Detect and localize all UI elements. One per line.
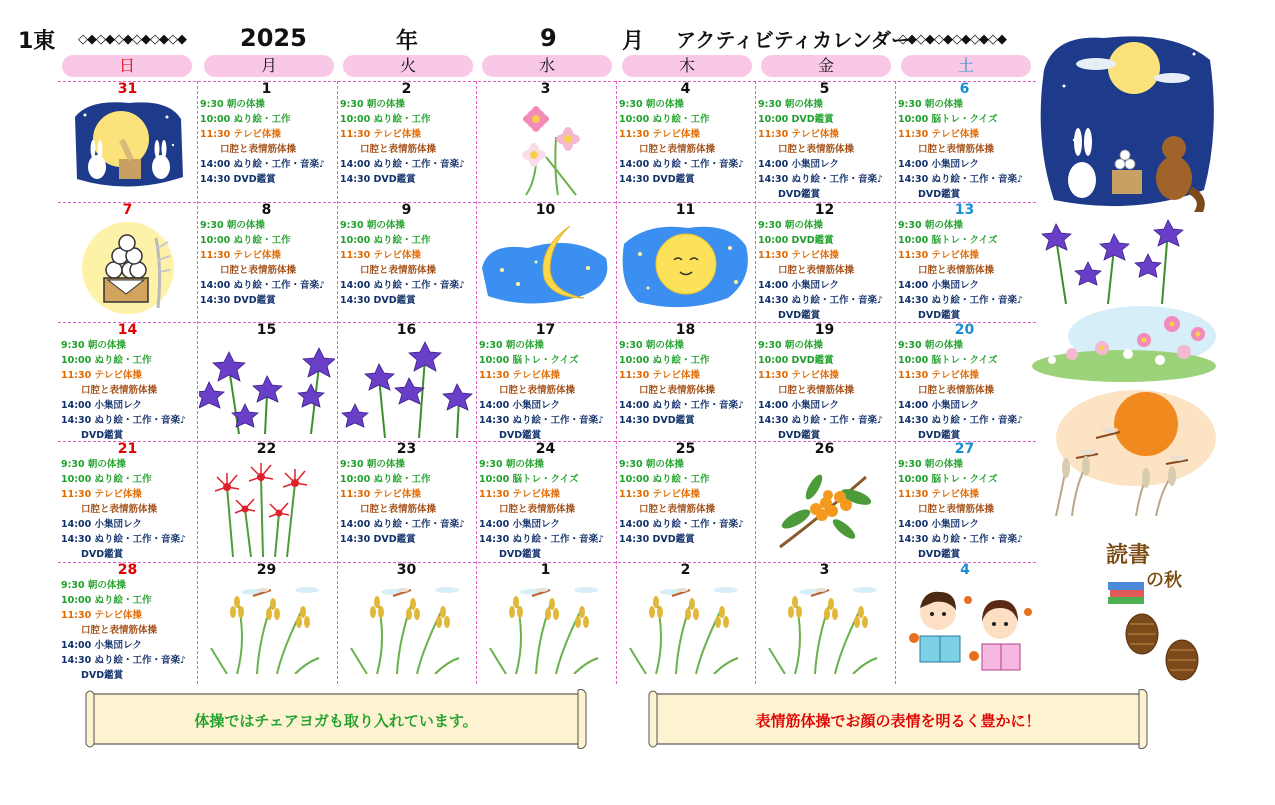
day-number: 9 — [401, 202, 412, 218]
event-item: 11:30 テレビ体操 — [619, 370, 700, 381]
rice-plant-illustration — [765, 578, 885, 674]
day-cell-28 — [58, 562, 197, 683]
day-cell-3 — [476, 81, 615, 197]
bellflower-illustration — [339, 338, 475, 438]
day-number: 15 — [256, 322, 277, 338]
event-item: 10:00 脳トレ・クイズ — [898, 235, 998, 246]
event-item: 14:30 ぬり絵・工作・音楽♪ — [61, 534, 187, 545]
event-item: DVD鑑賞 — [81, 549, 124, 560]
event-item: 14:00 小集団レク — [758, 280, 839, 291]
event-item: 10:00 脳トレ・クイズ — [898, 355, 998, 366]
reading-autumn-title — [1106, 538, 1150, 569]
event-item: 口腔と表情筋体操 — [918, 265, 995, 276]
osmanthus-illustration — [770, 457, 880, 553]
day-cell-7 — [58, 202, 197, 316]
event-item: 14:00 小集団レク — [61, 640, 142, 651]
event-item: 口腔と表情筋体操 — [360, 265, 437, 276]
day-number: 3 — [540, 81, 551, 97]
full-moon-illustration — [618, 218, 754, 310]
day-cell-31 — [58, 81, 197, 192]
event-item: 10:00 ぬり絵・工作 — [619, 474, 710, 485]
event-item: 9:30 朝の体操 — [758, 340, 823, 351]
day-number: 23 — [396, 441, 417, 457]
event-item: 9:30 朝の体操 — [758, 220, 823, 231]
day-cell-11 — [616, 202, 755, 310]
unit-name: 1東 — [18, 29, 56, 54]
day-cell-17 — [476, 322, 615, 443]
day-cell-5 — [755, 81, 894, 202]
event-item: 口腔と表情筋体操 — [499, 504, 576, 515]
day-cell-2 — [337, 81, 476, 187]
weekday-mon: 月 — [204, 55, 334, 77]
event-item: 9:30 朝の体操 — [340, 99, 405, 110]
calendar-header — [0, 24, 1040, 54]
event-item: 11:30 テレビ体操 — [61, 489, 142, 500]
day-number: 10 — [535, 202, 556, 218]
event-item: 14:00 小集団レク — [758, 400, 839, 411]
day-number: 20 — [954, 322, 975, 338]
rice-plant-illustration — [626, 578, 746, 674]
event-item: 口腔と表情筋体操 — [220, 265, 297, 276]
event-item: 9:30 朝の体操 — [898, 340, 963, 351]
event-item: 11:30 テレビ体操 — [898, 129, 979, 140]
day-cell-30 — [337, 562, 476, 674]
event-item: 10:00 ぬり絵・工作 — [200, 235, 291, 246]
banner-left-text: 体操ではチェアヨガも取り入れています。 — [194, 712, 478, 730]
event-item: 10:00 ぬり絵・工作 — [340, 114, 431, 125]
day-cell-14 — [58, 322, 197, 443]
day-cell-25 — [616, 441, 755, 547]
day-cell-27 — [895, 441, 1034, 562]
event-item: 14:30 DVD鑑賞 — [200, 174, 276, 185]
day-number: 14 — [117, 322, 138, 338]
diamond-decoration-left: ◇◆◇◆◇◆◇◆◇◆◇◆ — [78, 32, 186, 47]
day-number: 4 — [960, 562, 970, 578]
banner-left — [82, 688, 590, 750]
day-cell-13 — [895, 202, 1034, 323]
day-cell-22 — [197, 441, 336, 557]
day-cell-19 — [755, 322, 894, 443]
event-item: 10:00 脳トレ・クイズ — [898, 114, 998, 125]
day-cell-next-4 — [895, 562, 1035, 578]
day-number: 5 — [819, 81, 830, 97]
event-item: DVD鑑賞 — [918, 189, 961, 200]
event-item: DVD鑑賞 — [778, 310, 821, 321]
event-item: 14:00 小集団レク — [479, 519, 560, 530]
year-label: 年 — [396, 29, 419, 54]
event-item: 口腔と表情筋体操 — [499, 385, 576, 396]
event-item: 口腔と表情筋体操 — [918, 385, 995, 396]
rice-plant-illustration — [207, 578, 327, 674]
event-item: 10:00 ぬり絵・工作 — [61, 595, 152, 606]
event-item: 10:00 脳トレ・クイズ — [479, 474, 579, 485]
event-item: DVD鑑賞 — [778, 189, 821, 200]
day-number: 13 — [954, 202, 975, 218]
event-item: 11:30 テレビ体操 — [898, 370, 979, 381]
event-item: DVD鑑賞 — [81, 430, 124, 441]
event-item: 14:00 小集団レク — [898, 519, 979, 530]
event-item: 11:30 テレビ体操 — [479, 370, 560, 381]
event-item: DVD鑑賞 — [499, 549, 542, 560]
weekday-sun: 日 — [62, 55, 192, 77]
event-item: 9:30 朝の体操 — [479, 340, 544, 351]
event-item: 14:30 ぬり絵・工作・音楽♪ — [898, 534, 1024, 545]
day-cell-4 — [616, 81, 755, 187]
crescent-moon-illustration — [478, 218, 614, 308]
weekday-fri: 金 — [761, 55, 891, 77]
bellflower-decoration — [1036, 218, 1186, 304]
day-cell-29 — [197, 562, 336, 674]
event-item: DVD鑑賞 — [918, 549, 961, 560]
weekday-wed: 水 — [482, 55, 612, 77]
event-item: 口腔と表情筋体操 — [918, 504, 995, 515]
weekday-sat: 土 — [901, 55, 1031, 77]
event-item: 14:30 ぬり絵・工作・音楽♪ — [479, 415, 605, 426]
event-item: 14:30 ぬり絵・工作・音楽♪ — [61, 415, 187, 426]
event-item: 口腔と表情筋体操 — [81, 385, 158, 396]
day-number: 26 — [814, 441, 835, 457]
event-item: 11:30 テレビ体操 — [758, 370, 839, 381]
event-item: 14:00 小集団レク — [758, 159, 839, 170]
day-cell-10 — [476, 202, 615, 308]
day-number: 17 — [535, 322, 556, 338]
day-number: 30 — [396, 562, 417, 578]
event-item: 11:30 テレビ体操 — [200, 250, 281, 261]
event-item: 9:30 朝の体操 — [619, 459, 684, 470]
event-item: 14:30 ぬり絵・工作・音楽♪ — [61, 655, 187, 666]
month-label: 月 — [622, 29, 645, 54]
event-item: 14:00 小集団レク — [898, 159, 979, 170]
event-item: 口腔と表情筋体操 — [639, 504, 716, 515]
weekday-tue: 火 — [343, 55, 473, 77]
event-item: 14:30 DVD鑑賞 — [619, 534, 695, 545]
day-number: 4 — [680, 81, 691, 97]
day-number: 16 — [396, 322, 417, 338]
event-item: 9:30 朝の体操 — [479, 459, 544, 470]
event-item: 14:30 DVD鑑賞 — [200, 295, 276, 306]
event-item: 9:30 朝の体操 — [898, 459, 963, 470]
day-cell-21 — [58, 441, 197, 562]
event-item: 9:30 朝の体操 — [340, 459, 405, 470]
day-number: 25 — [675, 441, 696, 457]
day-cell-18 — [616, 322, 755, 428]
day-number: 8 — [261, 202, 272, 218]
day-cell-9 — [337, 202, 476, 308]
event-item: 10:00 ぬり絵・工作 — [619, 114, 710, 125]
event-item: 14:30 DVD鑑賞 — [340, 174, 416, 185]
event-item: DVD鑑賞 — [81, 670, 124, 681]
day-cell-8 — [197, 202, 336, 308]
reading-autumn-text-1: 読書 — [1106, 542, 1151, 568]
event-item: 11:30 テレビ体操 — [758, 250, 839, 261]
day-number: 3 — [819, 562, 830, 578]
event-item: 11:30 テレビ体操 — [898, 489, 979, 500]
event-item: 10:00 脳トレ・クイズ — [479, 355, 579, 366]
event-item: 10:00 ぬり絵・工作 — [619, 355, 710, 366]
cosmos-field-illustration — [1032, 300, 1216, 382]
day-cell-23 — [337, 441, 476, 547]
event-item: 口腔と表情筋体操 — [639, 385, 716, 396]
year-value: 2025 — [240, 24, 307, 52]
day-cell-1 — [197, 81, 336, 187]
weekday-thu: 木 — [622, 55, 752, 77]
moon-rabbits-illustration — [69, 97, 187, 192]
event-item: 9:30 朝の体操 — [340, 220, 405, 231]
event-item: 10:00 ぬり絵・工作 — [340, 235, 431, 246]
day-number: 11 — [675, 202, 696, 218]
rice-plant-illustration — [347, 578, 467, 674]
event-item: 14:30 ぬり絵・工作・音楽♪ — [898, 295, 1024, 306]
month-value: 9 — [540, 24, 557, 52]
event-item: 口腔と表情筋体操 — [360, 144, 437, 155]
event-item: 14:30 ぬり絵・工作・音楽♪ — [898, 174, 1024, 185]
event-item: 10:00 DVD鑑賞 — [758, 235, 834, 246]
event-item: 口腔と表情筋体操 — [81, 504, 158, 515]
event-item: 14:00 ぬり絵・工作・音楽♪ — [619, 159, 745, 170]
sunset-dragonfly-illustration — [1036, 388, 1216, 516]
event-item: 14:00 小集団レク — [898, 280, 979, 291]
day-number: 2 — [401, 81, 412, 97]
event-item: 11:30 テレビ体操 — [340, 129, 421, 140]
event-item: 9:30 朝の体操 — [61, 580, 126, 591]
reading-autumn-text-2: の秋 — [1146, 570, 1182, 591]
bellflower-illustration — [199, 338, 335, 434]
event-item: 口腔と表情筋体操 — [81, 625, 158, 636]
event-item: 口腔と表情筋体操 — [778, 144, 855, 155]
red-spider-lily-illustration — [207, 457, 327, 557]
event-item: 14:30 ぬり絵・工作・音楽♪ — [758, 174, 884, 185]
event-item: 14:30 ぬり絵・工作・音楽♪ — [758, 415, 884, 426]
banner-right-text: 表情筋体操でお顔の表情を明るく豊かに！ — [755, 712, 1041, 730]
event-item: 11:30 テレビ体操 — [758, 129, 839, 140]
event-item: 10:00 ぬり絵・工作 — [340, 474, 431, 485]
event-item: 14:00 小集団レク — [61, 519, 142, 530]
day-number: 24 — [535, 441, 556, 457]
event-item: 11:30 テレビ体操 — [340, 250, 421, 261]
event-item: 14:00 ぬり絵・工作・音楽♪ — [340, 159, 466, 170]
page-title: アクティビティカレンダー — [676, 28, 911, 52]
event-item: 10:00 DVD鑑賞 — [758, 355, 834, 366]
event-item: 10:00 脳トレ・クイズ — [898, 474, 998, 485]
event-item: 11:30 テレビ体操 — [200, 129, 281, 140]
event-item: 11:30 テレビ体操 — [619, 129, 700, 140]
event-item: 11:30 テレビ体操 — [619, 489, 700, 500]
event-item: 14:30 ぬり絵・工作・音楽♪ — [479, 534, 605, 545]
event-item: 14:30 DVD鑑賞 — [619, 174, 695, 185]
moon-viewing-night-illustration — [1034, 30, 1218, 212]
event-item: 口腔と表情筋体操 — [220, 144, 297, 155]
day-cell-16 — [337, 322, 476, 438]
pinecone-books-illustration — [1104, 572, 1210, 684]
children-reading-illustration — [904, 582, 1036, 684]
event-item: 9:30 朝の体操 — [61, 459, 126, 470]
day-cell-next-1 — [476, 562, 615, 674]
event-item: 10:00 ぬり絵・工作 — [61, 355, 152, 366]
event-item: 14:30 DVD鑑賞 — [619, 415, 695, 426]
tsukimi-dango-illustration — [78, 218, 178, 316]
day-number: 31 — [117, 81, 138, 97]
day-number: 21 — [117, 441, 138, 457]
day-number: 1 — [261, 81, 272, 97]
event-item: 9:30 朝の体操 — [200, 99, 265, 110]
event-item: 14:00 ぬり絵・工作・音楽♪ — [619, 400, 745, 411]
day-number: 1 — [540, 562, 551, 578]
day-cell-next-3 — [755, 562, 894, 674]
event-item: 14:00 ぬり絵・工作・音楽♪ — [340, 519, 466, 530]
event-item: 10:00 DVD鑑賞 — [758, 114, 834, 125]
event-item: 11:30 テレビ体操 — [61, 610, 142, 621]
day-number: 28 — [117, 562, 138, 578]
event-item: 9:30 朝の体操 — [619, 99, 684, 110]
event-item: DVD鑑賞 — [918, 310, 961, 321]
day-number: 27 — [954, 441, 975, 457]
event-item: 9:30 朝の体操 — [898, 99, 963, 110]
event-item: DVD鑑賞 — [778, 430, 821, 441]
event-item: 口腔と表情筋体操 — [778, 265, 855, 276]
day-number: 18 — [675, 322, 696, 338]
event-item: 10:00 ぬり絵・工作 — [200, 114, 291, 125]
day-number: 6 — [959, 81, 970, 97]
diamond-decoration-right: ◇◆◇◆◇◆◇◆◇◆◇◆ — [898, 32, 1006, 47]
day-cell-26 — [755, 441, 894, 553]
banner-right — [645, 688, 1151, 750]
day-cell-20 — [895, 322, 1034, 443]
event-item: 14:00 ぬり絵・工作・音楽♪ — [200, 280, 326, 291]
event-item: 口腔と表情筋体操 — [778, 385, 855, 396]
event-item: 9:30 朝の体操 — [758, 99, 823, 110]
cosmos-flower-illustration — [496, 97, 596, 197]
rice-plant-illustration — [486, 578, 606, 674]
day-number: 12 — [814, 202, 835, 218]
event-item: 14:30 DVD鑑賞 — [340, 534, 416, 545]
calendar-grid — [58, 81, 1036, 684]
day-cell-24 — [476, 441, 615, 562]
day-cell-15 — [197, 322, 336, 434]
day-cell-next-2 — [616, 562, 755, 674]
event-item: 9:30 朝の体操 — [61, 340, 126, 351]
event-item: 9:30 朝の体操 — [200, 220, 265, 231]
event-item: 14:30 ぬり絵・工作・音楽♪ — [758, 295, 884, 306]
event-item: 口腔と表情筋体操 — [918, 144, 995, 155]
event-item: 11:30 テレビ体操 — [898, 250, 979, 261]
day-number: 29 — [256, 562, 277, 578]
event-item: 口腔と表情筋体操 — [639, 144, 716, 155]
event-item: DVD鑑賞 — [499, 430, 542, 441]
event-item: 9:30 朝の体操 — [619, 340, 684, 351]
event-item: 11:30 テレビ体操 — [340, 489, 421, 500]
event-item: 14:00 小集団レク — [61, 400, 142, 411]
event-item: 11:30 テレビ体操 — [479, 489, 560, 500]
event-item: 14:00 ぬり絵・工作・音楽♪ — [340, 280, 466, 291]
event-item: 9:30 朝の体操 — [898, 220, 963, 231]
event-item: 10:00 ぬり絵・工作 — [61, 474, 152, 485]
event-item: 14:00 ぬり絵・工作・音楽♪ — [200, 159, 326, 170]
day-cell-6 — [895, 81, 1034, 202]
event-item: 14:30 DVD鑑賞 — [340, 295, 416, 306]
day-number: 2 — [680, 562, 691, 578]
day-number: 22 — [256, 441, 277, 457]
day-cell-12 — [755, 202, 894, 323]
event-item: 11:30 テレビ体操 — [61, 370, 142, 381]
event-item: DVD鑑賞 — [918, 430, 961, 441]
event-item: 14:00 小集団レク — [479, 400, 560, 411]
day-number: 19 — [814, 322, 835, 338]
event-item: 14:00 ぬり絵・工作・音楽♪ — [619, 519, 745, 530]
event-item: 14:00 小集団レク — [898, 400, 979, 411]
event-item: 14:30 ぬり絵・工作・音楽♪ — [898, 415, 1024, 426]
event-item: 口腔と表情筋体操 — [360, 504, 437, 515]
day-number: 7 — [122, 202, 133, 218]
